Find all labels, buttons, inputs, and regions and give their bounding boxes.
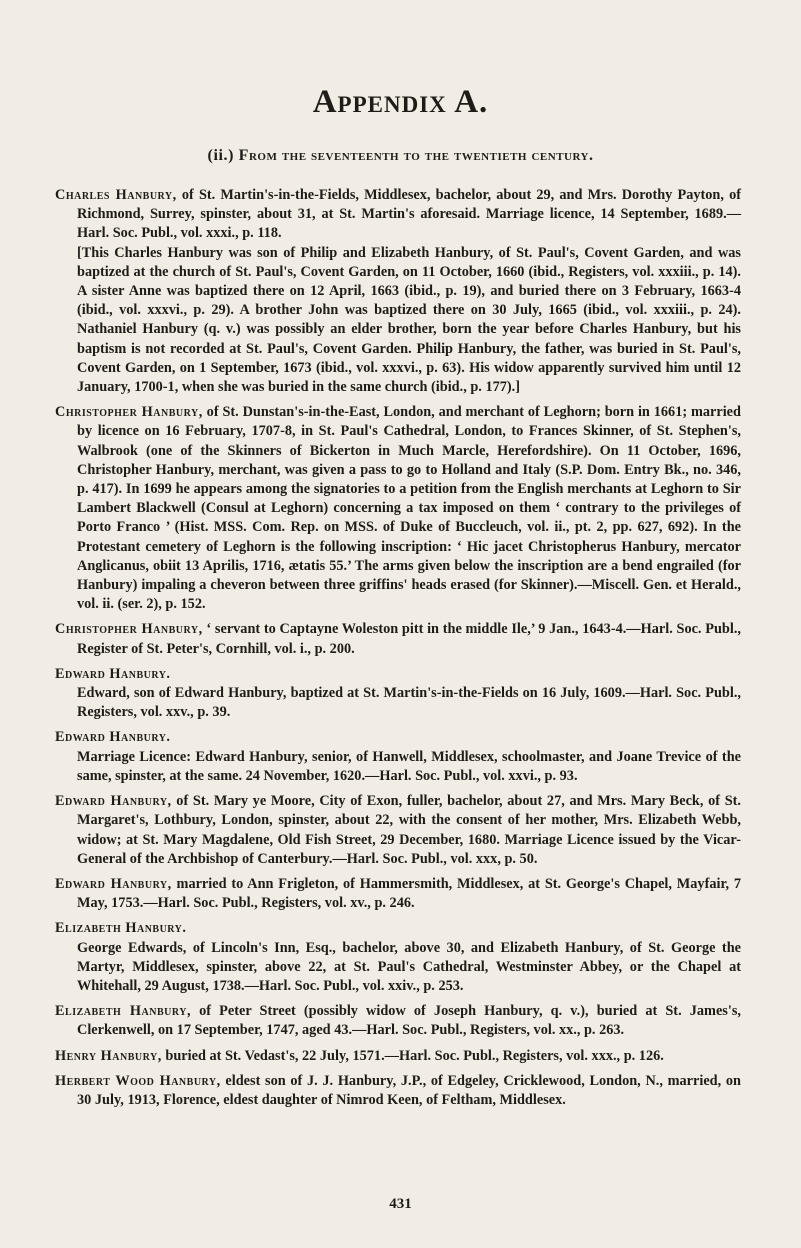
entry-note: George Edwards, of Lincoln's Inn, Esq., bachelor, above 30, and Elizabeth Hanbury, of St. George the Martyr, Middlesex, spinster, above 22, at St. Paul's Cathedral, Westminster Abbey, or the Chapel at Whitehall, 29 August, 1738.—Harl. Soc. Publ., vol. xxiv., p. 253.	[77, 939, 741, 994]
entry	[55, 186, 741, 397]
entry-name: Elizabeth Hanbury,	[55, 1003, 192, 1020]
entry-name: Christopher Hanbury,	[55, 621, 203, 638]
entry	[55, 792, 741, 869]
entry-text: of Peter Street (possibly widow of Joseph Hanbury, q. v.), buried at St. James's, Clerkenwell, on 17 September, 1747, aged 43.—Harl. Soc. Publ., Registers, vol. xx., p. 263.	[77, 1003, 741, 1039]
entry-name: Edward Hanbury,	[55, 875, 172, 892]
entry-name: Henry Hanbury,	[55, 1047, 162, 1064]
entries-list	[55, 186, 741, 1116]
section-heading-text: From the seventeenth to the twentieth century.	[238, 147, 594, 164]
section-heading	[0, 147, 801, 165]
entry	[55, 919, 741, 996]
entry-note: Marriage Licence: Edward Hanbury, senior, of Hanwell, Middlesex, schoolmaster, and Joane Trevice of the same, spinster, at the same. 24 November, 1620.—Harl. Soc. Publ., vol. xxvi., p. 93.	[77, 748, 741, 784]
entry-name: Charles Hanbury,	[55, 187, 177, 203]
section-number: (ii.)	[207, 147, 235, 164]
entry	[55, 665, 741, 723]
entry-name: Elizabeth Hanbury.	[55, 920, 187, 937]
entry	[55, 1072, 741, 1110]
entry-text: of St. Mary ye Moore, City of Exon, fuller, bachelor, about 27, and Mrs. Mary Beck, of St. Margaret's, Lothbury, London, spinster, about 22, with the consent of her mother, Mrs. Elizabeth Webb, widow; at St. Mary Magdalene, Old Fish Street, 29 December, 1680. Marriage Licence issued by the Vicar-General of the Archbishop of Canterbury.—Harl. Soc. Publ., vol. xxx, p. 50.	[77, 793, 741, 867]
entry-text: ‘ servant to Captayne Woleston pitt in the middle Ile,’ 9 Jan., 1643-4.—Harl. Soc. Publ., Register of St. Peter's, Cornhill, vol. i., p. 200.	[77, 621, 741, 657]
entry	[55, 728, 741, 786]
entry-text: married to Ann Frigleton, of Hammersmith, Middlesex, at St. George's Chapel, Mayfair, 7 May, 1753.—Harl. Soc. Publ., Registers, vol. xv., p. 246.	[77, 875, 741, 912]
entry-text: eldest son of J. J. Hanbury, J.P., of Edgeley, Cricklewood, London, N., married, on 30 July, 1913, Florence, eldest daughter of Nimrod Keen, of Feltham, Middlesex.	[77, 1072, 741, 1108]
entry	[55, 620, 741, 658]
entry-name: Christopher Hanbury,	[55, 404, 203, 421]
entry-text: buried at St. Vedast's, 22 July, 1571.—Harl. Soc. Publ., Registers, vol. xxx., p. 126.	[161, 1047, 664, 1064]
entry	[55, 1047, 741, 1066]
entry	[55, 403, 741, 614]
entry-name: Herbert Wood Hanbury,	[55, 1072, 221, 1089]
entry-note: [This Charles Hanbury was son of Philip and Elizabeth Hanbury, of St. Paul's, Covent Garden, and was baptized at the church of St. Paul's, Covent Garden, on 11 October, 1660 (ibid., Registers, vol. xxxiii., p. 14). A sister Anne was baptized there on 12 April, 1663 (ibid., p. 19), and buried there on 3 February, 1663-4 (ibid., vol. xxxvi., p. 29). A brother John was baptized there on 30 July, 1665 (ibid., vol. xxxiii., p. 24). Nathaniel Hanbury (q. v.) was possibly an elder brother, born the year before Charles Hanbury, but his baptism is not recorded at St. Paul's, Covent Garden. Philip Hanbury, the father, was buried in St. Paul's, Covent Garden, on 1 September, 1673 (ibid., vol. xxxvi., p. 63). His widow apparently survived him until 12 January, 1700-1, when she was buried in the same church (ibid., p. 177).]	[77, 244, 741, 396]
entry-note: Edward, son of Edward Hanbury, baptized at St. Martin's-in-the-Fields on 16 July, 1609.—Harl. Soc. Publ., Registers, vol. xxv., p. 39.	[77, 685, 741, 721]
entry-name: Edward Hanbury,	[55, 793, 172, 810]
page-title: Appendix A.	[312, 84, 489, 120]
entry-name: Edward Hanbury.	[55, 729, 171, 746]
entry-text: of St. Dunstan's-in-the-East, London, and merchant of Leghorn; born in 1661; married by licence on 16 February, 1707-8, in St. Paul's Cathedral, London, to Frances Skinner, of St. Stephen's, Walbrook (one of the Skinners of Bickerton in Much Marcle, Herefordshire). On 11 October, 1696, Christopher Hanbury, merchant, was given a pass to go to Holland and Italy (S.P. Dom. Entry Bk., no. 346, p. 417). In 1699 he appears among the signatories to a petition from the English merchants at Leghorn to Sir Lambert Blackwell (Consul at Leghorn) concerning a tax imposed on them ‘ contrary to the privileges of Porto Franco ’ (Hist. MSS. Com. Rep. on MSS. of Duke of Buccleuch, vol. ii., pt. 2, pp. 627, 692). In the Protestant cemetery of Leghorn is the following inscription: ‘ Hic jacet Christopherus Hanbury, mercator Anglicanus, obiit 13 Aprilis, 1716, ætatis 55.’ The arms given below the inscription are a bend engrailed (for Hanbury) impaling a cheveron between three griffins' heads erased (for Skinner).—Miscell. Gen. et Herald., vol. ii. (ser. 2), p. 152.	[77, 404, 741, 613]
entry	[55, 1002, 741, 1040]
page-number: 431	[389, 1196, 412, 1212]
entry	[55, 875, 741, 913]
entry-name: Edward Hanbury.	[55, 665, 171, 682]
entry-text: of St. Martin's-in-the-Fields, Middlesex, bachelor, about 29, and Mrs. Dorothy Payton, of Richmond, Surrey, spinster, about 31, at St. Martin's aforesaid. Marriage licence, 14 September, 1689.—Harl. Soc. Publ., vol. xxxi., p. 118.	[77, 187, 741, 242]
